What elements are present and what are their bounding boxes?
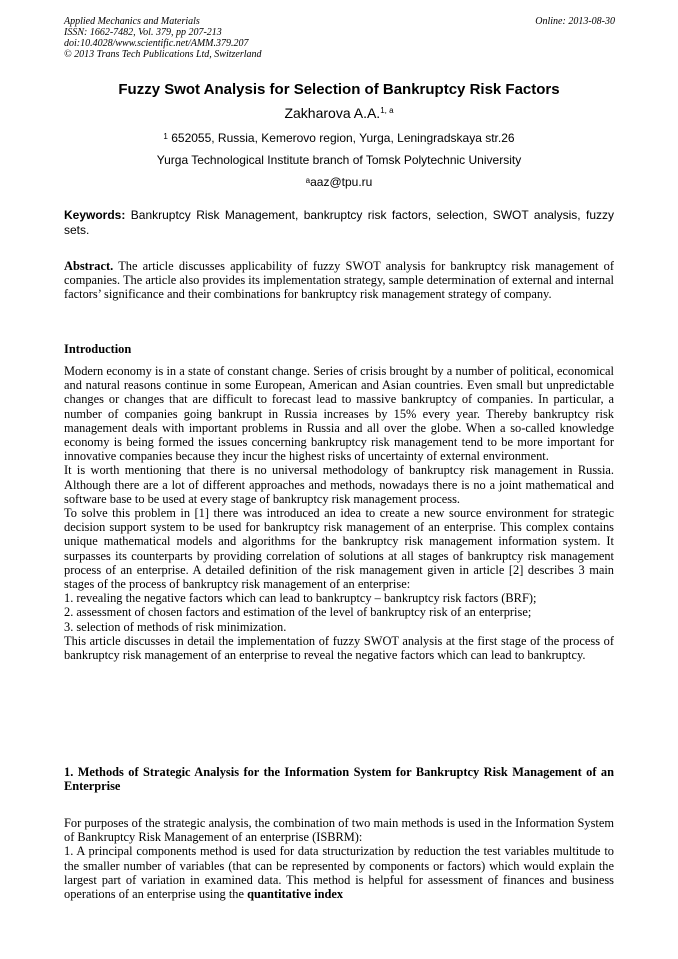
- paper-title: Fuzzy Swot Analysis for Selection of Bankruptcy Risk Factors: [118, 81, 560, 98]
- list-item: 3. selection of methods of risk minimization.: [64, 619, 287, 634]
- affiliation-email: [0, 175, 678, 190]
- journal-header: [64, 16, 262, 60]
- paragraph: This article discusses in detail the implementation of fuzzy SWOT analysis at the first stage of the process of bankruptcy risk management of an enterprise to reveal the negative factors which can lead to bankruptcy.: [64, 633, 614, 663]
- paragraph: It is worth mentioning that there is no universal methodology of bankruptcy risk management in Russia. Although there are a lot of different approaches and methods, nowadays there is no a joint mathematical and software base to be used at every stage of bankruptcy risk management process.: [64, 463, 614, 506]
- paragraph: [64, 844, 614, 901]
- author-line: [0, 104, 678, 122]
- journal-name: Applied Mechanics and Materials: [64, 16, 200, 27]
- section1-body: [64, 816, 614, 901]
- paragraph-text: 1. A principal components method is used for data structurization by reduction the test variables multitude to the smaller number of variables (that can be represented by components or factors) which would explain the largest part of variation in examined data. This method is helpful for assessment of finances and business operations of an enterprise using the: [64, 844, 614, 902]
- affiliation-address-text: 652055, Russia, Kemerovo region, Yurga, Leningradskaya str.26: [171, 131, 515, 145]
- section1-heading: 1. Methods of Strategic Analysis for the Information System for Bankruptcy Risk Management of an Enterprise: [64, 765, 614, 794]
- abstract-text: The article discusses applicability of fuzzy SWOT analysis for bankruptcy risk management of companies. The article also provides its implementation strategy, sample determination of external and internal factors’ significance and their combinations for bankruptcy risk management strategy of company.: [64, 259, 614, 302]
- affiliation-address: [0, 131, 678, 146]
- paragraph: To solve this problem in [1] there was introduced an idea to create a new source environment for strategic decision support system to be used for bankruptcy risk management of an enterprise. This complex contains unique mathematical models and algorithms for the bankruptcy risk management information system. It surpasses its counterparts by providing correlation of solutions at all stages of bankruptcy risk management process of an enterprise. A detailed definition of the risk management given in article [2] describes 3 main stages of the process of bankruptcy risk management of an enterprise:: [64, 506, 614, 592]
- affiliation-number: 1: [163, 132, 168, 141]
- author-superscript: 1, a: [380, 106, 394, 115]
- keywords-block: [64, 208, 614, 238]
- journal-doi[interactable]: doi:10.4028/www.scientific.net/AMM.379.207: [64, 38, 249, 49]
- keywords-text: Bankruptcy Risk Management, bankruptcy risk factors, selection, SWOT analysis, fuzzy sets.: [64, 208, 614, 237]
- email-address[interactable]: aaz@tpu.ru: [310, 175, 373, 189]
- introduction-heading: Introduction: [64, 342, 132, 356]
- bold-term: quantitative index: [247, 887, 344, 902]
- paragraph: Modern economy is in a state of constant change. Series of crisis brought by a number of political, economical and natural reasons continue in some European, American and Asian countries. Even small but unpredictable changes or changes that are difficult to forecast lead to massive bankruptcy of companies. In particular, a number of companies going bankrupt in Russia increases by 15% every year. Thereby bankruptcy risk management deals with important problems in Russia and all over the globe. When a so-called knowledge economy is being formed the issues concerning bankruptcy risk management tend to be more important for innovative companies because they incur the highest risks of uncertainty of external environment.: [64, 364, 614, 464]
- introduction-body: [64, 364, 614, 662]
- online-date: Online: 2013-08-30: [535, 16, 615, 27]
- paragraph: For purposes of the strategic analysis, the combination of two main methods is used in the Information System of Bankruptcy Risk Management of an enterprise (ISBRM):: [64, 816, 614, 845]
- list-item: 2. assessment of chosen factors and estimation of the level of bankruptcy risk of an enterprise;: [64, 605, 532, 620]
- abstract-block: [64, 259, 614, 302]
- list-item: 1. revealing the negative factors which can lead to bankruptcy – bankruptcy risk factors (BRF);: [64, 591, 537, 606]
- affiliation-institute: Yurga Technological Institute branch of Tomsk Polytechnic University: [156, 153, 522, 167]
- journal-copyright: © 2013 Trans Tech Publications Ltd, Switzerland: [64, 49, 262, 60]
- journal-issn: ISSN: 1662-7482, Vol. 379, pp 207-213: [64, 27, 222, 38]
- abstract-label: Abstract.: [64, 259, 114, 273]
- keywords-label: Keywords:: [64, 208, 126, 222]
- email-superscript: a: [305, 176, 311, 185]
- author-name: Zakharova A.A.: [284, 105, 381, 121]
